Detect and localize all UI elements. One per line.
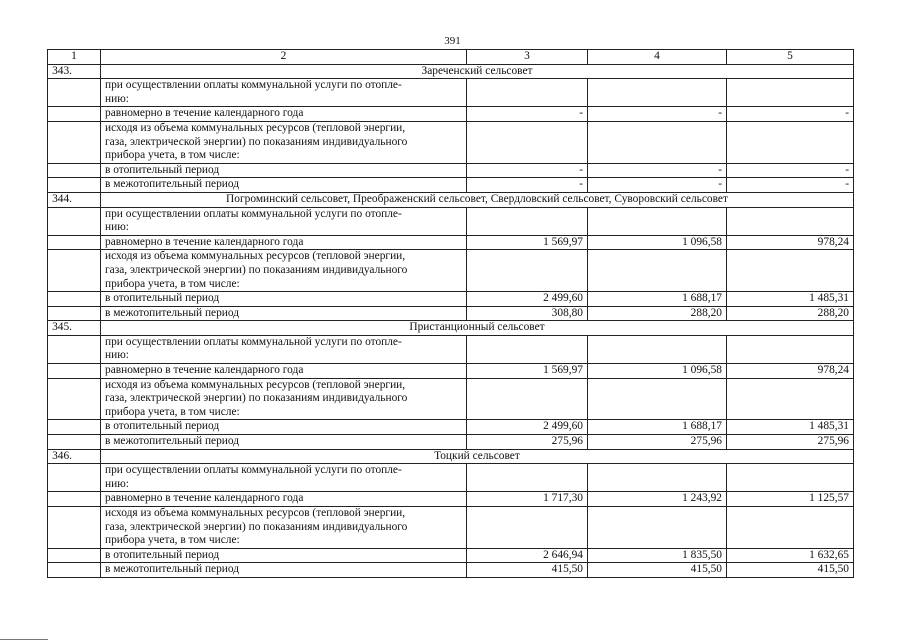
- value-col-5: [727, 507, 854, 549]
- section-header-row: [48, 192, 854, 207]
- section-title: Пристанционный сельсовет: [101, 321, 854, 336]
- column-number-2: 2: [101, 50, 467, 65]
- row-label: в межотопительный период: [101, 563, 467, 578]
- value-col-3: 2 499,60: [467, 420, 588, 435]
- value-col-5: 978,24: [727, 364, 854, 379]
- value-col-4: -: [588, 178, 727, 193]
- table-row: [48, 563, 854, 578]
- value-col-3: [467, 250, 588, 292]
- table-row: [48, 435, 854, 450]
- row-label: исходя из объема коммунальных ресурсов (тепловой энергии, газа, электрической энергии) по показаниям индивидуального прибора учета, в том числе:: [101, 250, 467, 292]
- section-number: 343.: [48, 64, 101, 79]
- row-number-cell: [48, 163, 101, 178]
- value-col-4: 1 243,92: [588, 492, 727, 507]
- value-col-5: 1 632,65: [727, 548, 854, 563]
- value-col-4: 1 096,58: [588, 235, 727, 250]
- table-row: [48, 464, 854, 492]
- page-number: 391: [444, 35, 461, 47]
- row-label: равномерно в течение календарного года: [101, 107, 467, 122]
- row-label: в межотопительный период: [101, 306, 467, 321]
- table-row: [48, 492, 854, 507]
- value-col-3: [467, 378, 588, 420]
- row-number-cell: [48, 250, 101, 292]
- value-col-4: [588, 250, 727, 292]
- section-number: 345.: [48, 321, 101, 336]
- row-label: при осуществлении оплаты коммунальной услуги по отопле- нию:: [101, 464, 467, 492]
- value-col-3: 1 569,97: [467, 364, 588, 379]
- value-col-5: [727, 378, 854, 420]
- value-col-5: 288,20: [727, 306, 854, 321]
- table-row: [48, 306, 854, 321]
- value-col-5: [727, 121, 854, 163]
- table-row: [48, 420, 854, 435]
- value-col-5: 1 125,57: [727, 492, 854, 507]
- tariff-table-body: [48, 50, 854, 578]
- row-number-cell: [48, 378, 101, 420]
- column-number-1: 1: [48, 50, 101, 65]
- row-number-cell: [48, 435, 101, 450]
- section-title: Погроминский сельсовет, Преображенский сельсовет, Свердловский сельсовет, Суворовский сельсовет: [101, 192, 854, 207]
- value-col-5: [727, 79, 854, 107]
- column-number-4: 4: [588, 50, 727, 65]
- value-col-5: 1 485,31: [727, 292, 854, 307]
- value-col-3: 2 646,94: [467, 548, 588, 563]
- table-row: [48, 250, 854, 292]
- value-col-5: -: [727, 178, 854, 193]
- table-row: [48, 235, 854, 250]
- value-col-3: [467, 464, 588, 492]
- row-number-cell: [48, 507, 101, 549]
- section-number: 346.: [48, 449, 101, 464]
- value-col-5: -: [727, 107, 854, 122]
- row-label: равномерно в течение календарного года: [101, 235, 467, 250]
- table-row: [48, 121, 854, 163]
- value-col-4: [588, 378, 727, 420]
- value-col-4: 1 688,17: [588, 292, 727, 307]
- value-col-5: [727, 464, 854, 492]
- row-label: исходя из объема коммунальных ресурсов (тепловой энергии, газа, электрической энергии) по показаниям индивидуального прибора учета, в том числе:: [101, 378, 467, 420]
- row-number-cell: [48, 306, 101, 321]
- value-col-3: [467, 79, 588, 107]
- row-number-cell: [48, 335, 101, 363]
- section-title: Тоцкий сельсовет: [101, 449, 854, 464]
- value-col-5: [727, 335, 854, 363]
- table-row: [48, 79, 854, 107]
- value-col-4: [588, 121, 727, 163]
- row-number-cell: [48, 79, 101, 107]
- value-col-4: [588, 207, 727, 235]
- table-row: [48, 507, 854, 549]
- value-col-4: [588, 507, 727, 549]
- row-label: исходя из объема коммунальных ресурсов (тепловой энергии, газа, электрической энергии) по показаниям индивидуального прибора учета, в том числе:: [101, 507, 467, 549]
- row-number-cell: [48, 563, 101, 578]
- value-col-5: -: [727, 163, 854, 178]
- value-col-4: -: [588, 163, 727, 178]
- table-row: [48, 364, 854, 379]
- row-label: в отопительный период: [101, 163, 467, 178]
- row-label: при осуществлении оплаты коммунальной услуги по отопле- нию:: [101, 335, 467, 363]
- row-number-cell: [48, 292, 101, 307]
- row-label: исходя из объема коммунальных ресурсов (тепловой энергии, газа, электрической энергии) по показаниям индивидуального прибора учета, в том числе:: [101, 121, 467, 163]
- value-col-3: 1 717,30: [467, 492, 588, 507]
- row-label: при осуществлении оплаты коммунальной услуги по отопле- нию:: [101, 207, 467, 235]
- value-col-4: [588, 335, 727, 363]
- value-col-3: 415,50: [467, 563, 588, 578]
- row-number-cell: [48, 235, 101, 250]
- table-row: [48, 107, 854, 122]
- tariff-table: [47, 49, 854, 578]
- value-col-3: [467, 121, 588, 163]
- value-col-4: 275,96: [588, 435, 727, 450]
- table-row: [48, 163, 854, 178]
- value-col-3: -: [467, 178, 588, 193]
- value-col-3: -: [467, 163, 588, 178]
- row-label: при осуществлении оплаты коммунальной услуги по отопле- нию:: [101, 79, 467, 107]
- row-label: в межотопительный период: [101, 178, 467, 193]
- value-col-3: -: [467, 107, 588, 122]
- value-col-4: 288,20: [588, 306, 727, 321]
- row-label: в отопительный период: [101, 292, 467, 307]
- column-number-5: 5: [727, 50, 854, 65]
- value-col-4: 1 688,17: [588, 420, 727, 435]
- value-col-3: [467, 207, 588, 235]
- section-title: Зареченский сельсовет: [101, 64, 854, 79]
- row-number-cell: [48, 420, 101, 435]
- value-col-3: 275,96: [467, 435, 588, 450]
- row-label: в отопительный период: [101, 548, 467, 563]
- column-number-row: [48, 50, 854, 65]
- row-number-cell: [48, 548, 101, 563]
- section-number: 344.: [48, 192, 101, 207]
- value-col-5: [727, 207, 854, 235]
- value-col-3: [467, 335, 588, 363]
- row-number-cell: [48, 464, 101, 492]
- table-row: [48, 548, 854, 563]
- section-header-row: [48, 321, 854, 336]
- row-number-cell: [48, 364, 101, 379]
- table-row: [48, 178, 854, 193]
- value-col-3: 2 499,60: [467, 292, 588, 307]
- value-col-3: 1 569,97: [467, 235, 588, 250]
- row-number-cell: [48, 121, 101, 163]
- row-number-cell: [48, 178, 101, 193]
- value-col-4: 1 096,58: [588, 364, 727, 379]
- table-row: [48, 378, 854, 420]
- value-col-5: 275,96: [727, 435, 854, 450]
- table-row: [48, 292, 854, 307]
- value-col-4: 415,50: [588, 563, 727, 578]
- value-col-3: [467, 507, 588, 549]
- row-number-cell: [48, 492, 101, 507]
- row-number-cell: [48, 107, 101, 122]
- value-col-4: [588, 79, 727, 107]
- table-row: [48, 207, 854, 235]
- row-label: равномерно в течение календарного года: [101, 492, 467, 507]
- row-label: в отопительный период: [101, 420, 467, 435]
- row-label: в межотопительный период: [101, 435, 467, 450]
- row-number-cell: [48, 207, 101, 235]
- column-number-3: 3: [467, 50, 588, 65]
- row-label: равномерно в течение календарного года: [101, 364, 467, 379]
- value-col-5: 978,24: [727, 235, 854, 250]
- value-col-3: 308,80: [467, 306, 588, 321]
- value-col-5: 415,50: [727, 563, 854, 578]
- value-col-4: [588, 464, 727, 492]
- value-col-5: 1 485,31: [727, 420, 854, 435]
- value-col-5: [727, 250, 854, 292]
- section-header-row: [48, 64, 854, 79]
- value-col-4: -: [588, 107, 727, 122]
- section-header-row: [48, 449, 854, 464]
- value-col-4: 1 835,50: [588, 548, 727, 563]
- table-row: [48, 335, 854, 363]
